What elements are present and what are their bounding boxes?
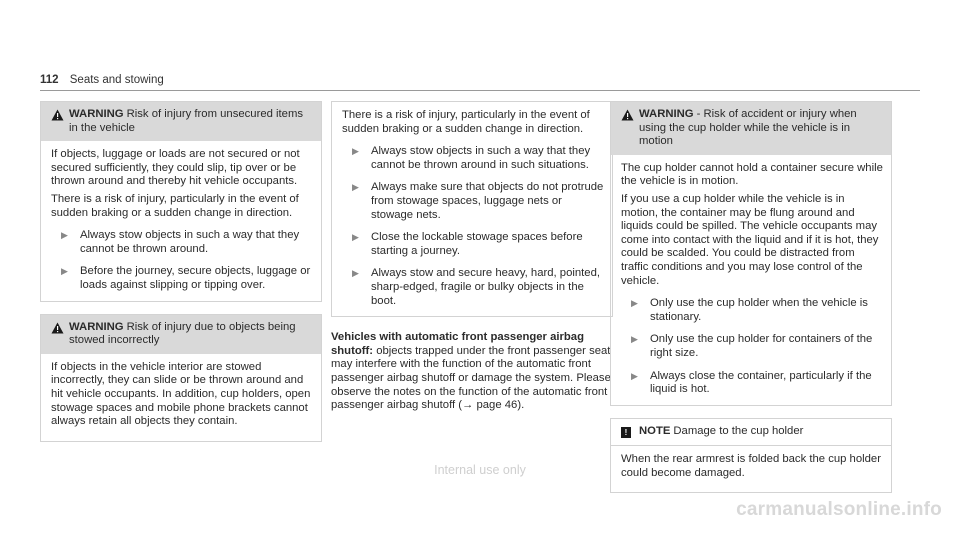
- paragraph: When the rear armrest is folded back the cup holder could become damaged.: [621, 453, 881, 479]
- list-item-text: Always make sure that objects do not protrude from stowage spaces, luggage nets or stowage nets.: [371, 181, 604, 221]
- note-label: NOTE: [639, 424, 671, 437]
- warning-header: [611, 102, 891, 155]
- page-number: 112: [40, 74, 59, 86]
- warning-box-stowed-incorrectly: [40, 314, 322, 442]
- list-item: [342, 267, 604, 308]
- arrow-bullet-icon: ▶: [352, 146, 359, 157]
- warning-title: Risk of injury from unsecured items in the vehicle: [69, 108, 304, 134]
- arrow-bullet-icon: ▶: [631, 370, 638, 381]
- list-item-text: Before the journey, secure objects, luggage or loads against slipping or tipping over.: [80, 265, 311, 291]
- warning-label: WARNING: [639, 108, 694, 120]
- warning-triangle-icon: [51, 109, 69, 126]
- warning-box-unsecured-items: [40, 101, 322, 302]
- warning-label: WARNING: [69, 320, 124, 333]
- warning-body: [41, 354, 321, 441]
- paragraph: If objects in the vehicle interior are stowed incorrectly, they can slide or be thrown around and hit vehicle occupants. In addition, cup holders, open stowage spaces and mobile phone brackets cannot always retain all objects they contain.: [51, 360, 311, 428]
- arrow-bullet-icon: ▶: [61, 266, 68, 277]
- warning-header: [41, 315, 321, 354]
- list-item-text: Always stow and secure heavy, hard, pointed, sharp-edged, fragile or bulky objects in the boot.: [371, 267, 600, 307]
- warning-body: [332, 102, 612, 316]
- list-item: [342, 181, 604, 222]
- arrow-bullet-icon: ▶: [352, 182, 359, 193]
- list-item: [342, 145, 604, 172]
- column-3: [610, 101, 892, 493]
- warning-header: [41, 102, 321, 141]
- airbag-text: objects trapped under the front passenger seat may interfere with the function of the automatic front passenger airbag shutoff or damage the system. Please observe the notes on the function of the automatic front passenger airbag shutoff (→ page 46).: [331, 344, 611, 412]
- note-title: Damage to the cup holder: [673, 424, 804, 437]
- list-item: [621, 297, 883, 324]
- arrow-bullet-icon: ▶: [352, 232, 359, 243]
- list-item: [342, 231, 604, 258]
- airbag-heading: Vehicles with automatic front passenger airbag shutoff:: [331, 331, 584, 357]
- paragraph: If you use a cup holder while the vehicle is in motion, the container may be flung around and liquids could be spilled. The vehicle occupants may come into contact with the liquid and if it is hot, they could be scalded. You could be distracted from traffic conditions and you may lose control of the vehicle.: [621, 192, 879, 287]
- paragraph: There is a risk of injury, particularly in the event of sudden braking or a sudden change in direction.: [51, 192, 299, 219]
- warning-title: Risk of injury due to objects being stowed incorrectly: [69, 320, 296, 347]
- list-item-text: Only use the cup holder for containers of the right size.: [650, 333, 873, 359]
- list-item: [51, 265, 313, 292]
- arrow-bullet-icon: ▶: [631, 334, 638, 345]
- header-divider: [40, 90, 920, 91]
- warning-body: [41, 141, 321, 300]
- warning-body: [611, 155, 891, 405]
- list-item-text: Always close the container, particularly if the liquid is hot.: [650, 369, 872, 396]
- list-item: [51, 229, 313, 256]
- warning-title: - Risk of accident or injury when using the cup holder while the vehicle is in motion: [639, 108, 857, 148]
- warning-label: WARNING: [69, 108, 124, 120]
- warning-box-cup-holder: [610, 101, 892, 406]
- footer-internal-use: Internal use only: [434, 463, 526, 477]
- section-title: Seats and stowing: [69, 74, 164, 86]
- list-item-text: Always stow objects in such a way that they cannot be thrown around in such situations.: [371, 145, 591, 171]
- note-box-cup-holder: [610, 418, 892, 494]
- warning-triangle-icon: [621, 109, 639, 126]
- paragraph: There is a risk of injury, particularly in the event of sudden braking or a sudden change in direction.: [342, 109, 590, 135]
- list-item: [621, 370, 883, 397]
- note-header: [611, 419, 891, 446]
- paragraph: The cup holder cannot hold a container secure while the vehicle is in motion.: [621, 161, 883, 188]
- airbag-shutoff-section: [331, 317, 613, 413]
- column-2: [331, 101, 613, 417]
- arrow-bullet-icon: ▶: [352, 268, 359, 279]
- list-item-text: Close the lockable stowage spaces before starting a journey.: [371, 231, 583, 257]
- note-exclamation-icon: !: [621, 426, 639, 440]
- column-1: [40, 101, 322, 442]
- arrow-bullet-icon: ▶: [631, 298, 638, 309]
- watermark: carmanualsonline.info: [736, 499, 942, 520]
- paragraph: If objects, luggage or loads are not secured or not secured sufficiently, they could slip, tip over or be thrown around and thereby hit vehicle occupants.: [51, 148, 300, 188]
- warning-triangle-icon: [51, 322, 69, 339]
- list-item-text: Only use the cup holder when the vehicle is stationary.: [650, 297, 868, 323]
- list-item-text: Always stow objects in such a way that they cannot be thrown around.: [80, 229, 300, 255]
- list-item: [621, 333, 883, 360]
- page-header: [40, 74, 164, 88]
- continued-warning-box: [331, 101, 613, 317]
- arrow-bullet-icon: ▶: [61, 230, 68, 241]
